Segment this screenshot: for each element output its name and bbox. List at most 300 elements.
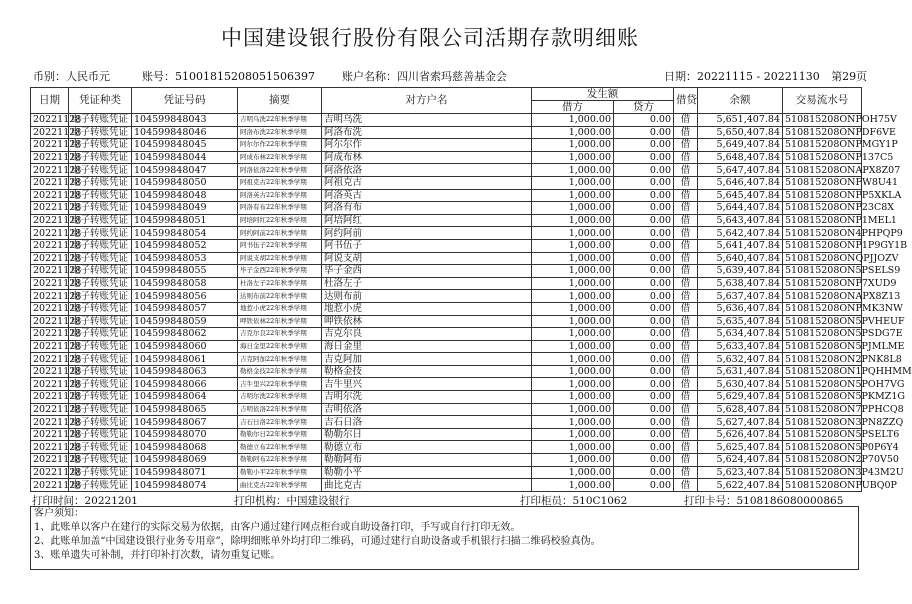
row-counterparty: 毕子金西 [322,265,532,278]
row-voucher-no: 104599848063 [132,365,238,378]
row-date: 20221128 [31,290,69,303]
row-credit: 0.00 [614,479,674,492]
row-balance: 5,651,407.84 [698,114,783,127]
print-org-value: 中国建设银行 [286,495,350,507]
row-counterparty: 吉明依洛 [322,403,532,416]
row-serial: 510815208ON5PSDG7E [783,328,862,341]
row-debit: 1,000.00 [532,315,614,328]
print-card-label: 打印卡号： [684,495,737,507]
row-dc: 借 [674,454,698,467]
row-voucher-type: 电子转账凭证 [69,277,132,290]
table-row [31,164,862,177]
row-debit: 1,000.00 [532,126,614,139]
row-date: 20221128 [31,252,69,265]
row-voucher-no: 104599848051 [132,214,238,227]
table-row [31,265,862,278]
row-debit: 1,000.00 [532,353,614,366]
row-date: 20221128 [31,391,69,404]
table-row [31,290,862,303]
row-voucher-type: 电子转账凭证 [69,202,132,215]
row-voucher-no: 104599848057 [132,302,238,315]
row-counterparty: 阿约阿前 [322,227,532,240]
row-debit: 1,000.00 [532,277,614,290]
row-credit: 0.00 [614,391,674,404]
row-dc: 借 [674,353,698,366]
row-dc: 借 [674,239,698,252]
date-range-value: 20221115 - 20221130 [697,70,820,83]
row-memo: 阿洛依洛22年秋季学期 [238,164,322,177]
row-debit: 1,000.00 [532,441,614,454]
row-debit: 1,000.00 [532,239,614,252]
row-counterparty: 达则布前 [322,290,532,303]
table-row [31,403,862,416]
row-counterparty: 勒勒尔日 [322,428,532,441]
row-serial: 510815208ONAPX8Z13 [783,290,862,303]
table-row [31,353,862,366]
row-credit: 0.00 [614,340,674,353]
table-row [31,466,862,479]
row-date: 20221128 [31,340,69,353]
row-counterparty: 曲比克古 [322,479,532,492]
row-debit: 1,000.00 [532,265,614,278]
currency-value: 人民币元 [66,70,110,83]
row-counterparty: 阿洛英古 [322,189,532,202]
row-voucher-no: 104599848064 [132,391,238,404]
print-teller-value: 510C1062 [572,495,628,507]
row-voucher-no: 104599848046 [132,126,238,139]
row-credit: 0.00 [614,441,674,454]
row-voucher-type: 电子转账凭证 [69,340,132,353]
row-voucher-no: 104599848070 [132,428,238,441]
row-voucher-type: 电子转账凭证 [69,441,132,454]
table-row [31,252,862,265]
row-balance: 5,634,407.84 [698,328,783,341]
row-debit: 1,000.00 [532,252,614,265]
row-voucher-no: 104599848068 [132,441,238,454]
row-memo: 杜洛左子22年秋季学期 [238,277,322,290]
row-memo: 阿培阿红22年秋季学期 [238,214,322,227]
row-credit: 0.00 [614,265,674,278]
row-balance: 5,623,407.84 [698,466,783,479]
row-serial: 510815208ON5P0P6Y4 [783,441,862,454]
row-memo: 吉石日洛22年秋季学期 [238,416,322,429]
row-dc: 借 [674,340,698,353]
row-voucher-no: 104599848052 [132,239,238,252]
table-row [31,315,862,328]
row-voucher-type: 电子转账凭证 [69,328,132,341]
row-voucher-no: 104599848044 [132,151,238,164]
row-memo: 曲比克古22年秋季学期 [238,479,322,492]
header-serial: 交易流水号 [783,88,862,114]
row-counterparty: 吉石日洛 [322,416,532,429]
row-serial: 510815208ONAPX8Z07 [783,164,862,177]
row-balance: 5,630,407.84 [698,378,783,391]
row-memo: 阿洛有布22年秋季学期 [238,202,322,215]
row-date: 20221128 [31,126,69,139]
row-serial: 510815208ONFW8U41 [783,176,862,189]
row-balance: 5,627,407.84 [698,416,783,429]
row-serial: 510815208ONQPJJOZV [783,252,862,265]
row-date: 20221128 [31,378,69,391]
row-voucher-no: 104599848055 [132,265,238,278]
row-date: 20221128 [31,479,69,492]
row-date: 20221128 [31,176,69,189]
row-debit: 1,000.00 [532,391,614,404]
row-voucher-no: 104599848053 [132,252,238,265]
account-name-label: 账户名称： [342,70,397,83]
row-dc: 借 [674,252,698,265]
row-voucher-type: 电子转账凭证 [69,176,132,189]
header-amount: 发生额 [532,88,674,101]
row-debit: 1,000.00 [532,403,614,416]
table-row [31,189,862,202]
row-counterparty: 勒勒小平 [322,466,532,479]
account-info [142,68,315,84]
row-debit: 1,000.00 [532,202,614,215]
header-credit: 贷方 [614,101,674,114]
row-debit: 1,000.00 [532,114,614,127]
row-voucher-no: 104599848048 [132,189,238,202]
header-debit: 借方 [532,101,614,114]
row-voucher-no: 104599848059 [132,315,238,328]
header-date: 日期 [31,88,69,114]
header-dc: 借贷 [674,88,698,114]
row-counterparty: 阿成布林 [322,151,532,164]
row-serial: 510815208ONP23C8X [783,202,862,215]
row-debit: 1,000.00 [532,328,614,341]
row-date: 20221128 [31,151,69,164]
account-name-value: 四川省索玛慈善基金会 [397,70,507,83]
row-memo: 吉牛里兴22年秋季学期 [238,378,322,391]
row-voucher-no: 104599848065 [132,403,238,416]
row-memo: 阿约阿前22年秋季学期 [238,227,322,240]
date-range-info [664,68,867,84]
row-dc: 借 [674,277,698,290]
row-credit: 0.00 [614,214,674,227]
row-dc: 借 [674,391,698,404]
row-serial: 510815208ONPDF6VE [783,126,862,139]
row-voucher-no: 104599848061 [132,353,238,366]
row-memo: 吉明乌洗22年秋季学期 [238,114,322,127]
row-dc: 借 [674,302,698,315]
row-voucher-no: 104599848074 [132,479,238,492]
row-debit: 1,000.00 [532,466,614,479]
row-date: 20221128 [31,441,69,454]
row-dc: 借 [674,114,698,127]
row-balance: 5,628,407.84 [698,403,783,416]
row-date: 20221128 [31,214,69,227]
header-memo: 摘要 [238,88,322,114]
row-memo: 阿洛英古22年秋季学期 [238,189,322,202]
row-balance: 5,639,407.84 [698,265,783,278]
row-credit: 0.00 [614,466,674,479]
row-counterparty: 阿洛有布 [322,202,532,215]
row-voucher-type: 电子转账凭证 [69,214,132,227]
row-memo: 勒格金技22年秋季学期 [238,365,322,378]
row-date: 20221128 [31,265,69,278]
row-voucher-type: 电子转账凭证 [69,391,132,404]
row-balance: 5,640,407.84 [698,252,783,265]
row-dc: 借 [674,151,698,164]
row-debit: 1,000.00 [532,189,614,202]
row-counterparty: 吉克阿加 [322,353,532,366]
row-voucher-type: 电子转账凭证 [69,428,132,441]
row-credit: 0.00 [614,126,674,139]
row-balance: 5,642,407.84 [698,227,783,240]
row-serial: 510815208ONP7XUD9 [783,277,862,290]
row-serial: 510815208ONPMGY1P [783,139,862,152]
row-dc: 借 [674,164,698,177]
row-voucher-type: 电子转账凭证 [69,365,132,378]
row-dc: 借 [674,416,698,429]
row-date: 20221128 [31,202,69,215]
row-balance: 5,624,407.84 [698,454,783,467]
row-memo: 阿祖克古22年秋季学期 [238,176,322,189]
row-memo: 海日金里22年秋季学期 [238,340,322,353]
row-memo: 阿说支胡22年秋季学期 [238,252,322,265]
table-row [31,277,862,290]
row-memo: 吉明尔洗22年秋季学期 [238,391,322,404]
row-date: 20221128 [31,139,69,152]
date-range-label: 日期： [664,70,697,83]
row-dc: 借 [674,126,698,139]
row-memo: 勒勒阿布22年秋季学期 [238,454,322,467]
row-voucher-no: 104599848043 [132,114,238,127]
row-memo: 达则布前22年秋季学期 [238,290,322,303]
row-dc: 借 [674,441,698,454]
row-counterparty: 阿洛依洛 [322,164,532,177]
row-serial: 510815208ON5PSELS9 [783,265,862,278]
row-counterparty: 地惹小虎 [322,302,532,315]
row-serial: 510815208ONP1P9GY1B [783,239,862,252]
row-counterparty: 阿培阿红 [322,214,532,227]
row-serial: 510815208ONPUBQ0P [783,479,862,492]
row-voucher-type: 电子转账凭证 [69,139,132,152]
row-dc: 借 [674,378,698,391]
row-serial: 510815208ON4PHPQP9 [783,227,862,240]
row-voucher-type: 电子转账凭证 [69,479,132,492]
row-counterparty: 杜洛左子 [322,277,532,290]
row-dc: 借 [674,403,698,416]
row-memo: 勒勒尔日22年秋季学期 [238,428,322,441]
row-memo: 毕子金西22年秋季学期 [238,265,322,278]
currency-label: 币别： [33,70,66,83]
row-serial: 510815208ON1PQHHMM [783,365,862,378]
row-date: 20221128 [31,416,69,429]
row-credit: 0.00 [614,454,674,467]
table-row [31,428,862,441]
row-dc: 借 [674,227,698,240]
row-voucher-type: 电子转账凭证 [69,378,132,391]
row-date: 20221128 [31,428,69,441]
table-row [31,176,862,189]
print-card-value: 5108186080000865 [736,495,844,507]
row-dc: 借 [674,466,698,479]
row-counterparty: 阿洛布洗 [322,126,532,139]
row-counterparty: 海日金里 [322,340,532,353]
row-balance: 5,646,407.84 [698,176,783,189]
row-voucher-type: 电子转账凭证 [69,265,132,278]
header-balance: 余额 [698,88,783,114]
row-memo: 阿成布林22年秋季学期 [238,151,322,164]
row-balance: 5,635,407.84 [698,315,783,328]
row-credit: 0.00 [614,202,674,215]
row-credit: 0.00 [614,428,674,441]
table-row [31,151,862,164]
row-date: 20221128 [31,403,69,416]
row-voucher-no: 104599848062 [132,328,238,341]
row-credit: 0.00 [614,277,674,290]
row-voucher-no: 104599848047 [132,164,238,177]
row-balance: 5,631,407.84 [698,365,783,378]
row-dc: 借 [674,479,698,492]
row-voucher-type: 电子转账凭证 [69,227,132,240]
row-voucher-no: 104599848067 [132,416,238,429]
row-dc: 借 [674,315,698,328]
row-voucher-type: 电子转账凭证 [69,239,132,252]
row-memo: 勒勒小平22年秋季学期 [238,466,322,479]
header-voucher-no: 凭证号码 [132,88,238,114]
customer-notes [30,506,859,570]
row-date: 20221128 [31,365,69,378]
table-row [31,391,862,404]
table-row [31,416,862,429]
row-memo: 地惹小虎22年秋季学期 [238,302,322,315]
header-counterparty: 对方户名 [322,88,532,114]
row-voucher-no: 104599848060 [132,340,238,353]
statement-title: 中国建设银行股份有限公司活期存款明细账 [221,26,639,50]
table-row [31,214,862,227]
table-row [31,239,862,252]
row-debit: 1,000.00 [532,378,614,391]
row-memo: 阿书伍子22年秋季学期 [238,239,322,252]
table-row [31,126,862,139]
row-date: 20221128 [31,227,69,240]
row-credit: 0.00 [614,139,674,152]
row-credit: 0.00 [614,403,674,416]
row-dc: 借 [674,139,698,152]
row-credit: 0.00 [614,189,674,202]
row-credit: 0.00 [614,227,674,240]
row-credit: 0.00 [614,290,674,303]
row-debit: 1,000.00 [532,139,614,152]
row-voucher-type: 电子转账凭证 [69,353,132,366]
table-row [31,227,862,240]
row-debit: 1,000.00 [532,479,614,492]
row-balance: 5,648,407.84 [698,151,783,164]
row-serial: 510815208ON5POH7VG [783,378,862,391]
row-credit: 0.00 [614,378,674,391]
row-serial: 510815208ON5PKMZ1G [783,391,862,404]
ledger-table [30,87,912,492]
account-value: 51001815208051506397 [175,70,315,83]
print-time-label: 打印时间： [32,495,85,507]
row-counterparty: 吉明乌洗 [322,114,532,127]
row-counterparty: 勒勒阿布 [322,454,532,467]
row-balance: 5,650,407.84 [698,126,783,139]
row-voucher-no: 104599848056 [132,290,238,303]
row-credit: 0.00 [614,302,674,315]
row-voucher-type: 电子转账凭证 [69,290,132,303]
row-voucher-type: 电子转账凭证 [69,252,132,265]
table-row [31,454,862,467]
row-voucher-no: 104599848045 [132,139,238,152]
row-serial: 510815208ON5PJMLME [783,340,862,353]
row-serial: 510815208ONPMK3NW [783,302,862,315]
row-balance: 5,641,407.84 [698,239,783,252]
row-voucher-no: 104599848058 [132,277,238,290]
row-debit: 1,000.00 [532,454,614,467]
row-dc: 借 [674,214,698,227]
row-serial: 510815208ON2PNK8L8 [783,353,862,366]
row-voucher-type: 电子转账凭证 [69,416,132,429]
table-row [31,202,862,215]
row-debit: 1,000.00 [532,164,614,177]
row-debit: 1,000.00 [532,302,614,315]
row-debit: 1,000.00 [532,290,614,303]
row-counterparty: 勒德立布 [322,441,532,454]
row-memo: 吉明依洛22年秋季学期 [238,403,322,416]
row-serial: 510815208ON3P43M2U [783,466,862,479]
row-balance: 5,622,407.84 [698,479,783,492]
row-voucher-type: 电子转账凭证 [69,315,132,328]
row-dc: 借 [674,176,698,189]
row-memo: 吉克阿加22年秋季学期 [238,353,322,366]
ledger-body [31,114,912,492]
print-org-label: 打印机构： [234,495,287,507]
row-balance: 5,637,407.84 [698,290,783,303]
row-balance: 5,649,407.84 [698,139,783,152]
row-date: 20221128 [31,277,69,290]
row-serial: 510815208ON2P70V50 [783,454,862,467]
row-balance: 5,629,407.84 [698,391,783,404]
row-balance: 5,643,407.84 [698,214,783,227]
row-debit: 1,000.00 [532,176,614,189]
row-counterparty: 呷铁依林 [322,315,532,328]
row-counterparty: 阿书伍子 [322,239,532,252]
row-date: 20221128 [31,114,69,127]
row-balance: 5,636,407.84 [698,302,783,315]
row-voucher-type: 电子转账凭证 [69,151,132,164]
row-memo: 阿洛布洗22年秋季学期 [238,126,322,139]
row-date: 20221128 [31,315,69,328]
row-balance: 5,645,407.84 [698,189,783,202]
table-row [31,441,862,454]
notes-heading: 客户须知： [34,508,84,519]
table-row [31,328,862,341]
row-voucher-no: 104599848069 [132,454,238,467]
row-debit: 1,000.00 [532,428,614,441]
row-balance: 5,633,407.84 [698,340,783,353]
row-voucher-type: 电子转账凭证 [69,454,132,467]
row-serial: 510815208ONPOH75V [783,114,862,127]
row-balance: 5,632,407.84 [698,353,783,366]
row-debit: 1,000.00 [532,227,614,240]
row-credit: 0.00 [614,416,674,429]
account-label: 账号： [142,70,175,83]
row-credit: 0.00 [614,252,674,265]
row-dc: 借 [674,189,698,202]
row-voucher-type: 电子转账凭证 [69,302,132,315]
row-debit: 1,000.00 [532,416,614,429]
row-dc: 借 [674,365,698,378]
row-voucher-type: 电子转账凭证 [69,114,132,127]
row-counterparty: 阿说支胡 [322,252,532,265]
row-memo: 勒德立布22年秋季学期 [238,441,322,454]
row-counterparty: 吉明尔洗 [322,391,532,404]
table-row [31,340,862,353]
row-credit: 0.00 [614,239,674,252]
